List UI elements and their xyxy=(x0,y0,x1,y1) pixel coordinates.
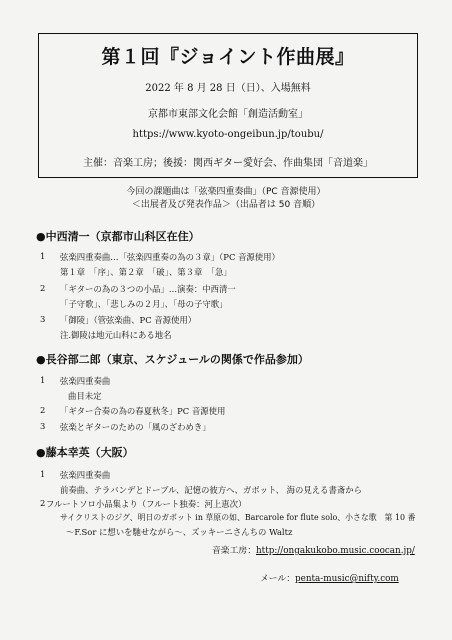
work-detail: 「子守歌」、「悲しみの２月」、「母の子守歌」 xyxy=(60,299,228,309)
website-label: 音楽工房： xyxy=(212,546,256,556)
work-title: 弦楽四重奏曲 xyxy=(60,470,111,480)
composer-3-name: ●藤本幸英（大阪） xyxy=(36,446,134,459)
event-header-box xyxy=(38,33,418,178)
work-detail: 前奏曲、テラバンデとドーブル、記憶の彼方へ、ガボット、 海の見える書斎から xyxy=(60,485,362,495)
work-number: 3 xyxy=(40,421,46,431)
event-title: 第１回『ジョイント作曲展』 xyxy=(101,46,355,68)
work-title: 弦楽とギターのための「風のざわめき」 xyxy=(60,422,211,432)
work-detail: 第１章 「序」、第２章 「破」、第３章 「急」 xyxy=(60,267,232,277)
work-number: 2 xyxy=(40,405,46,415)
website-link[interactable]: http://ongakukobo.music.coocan.jp/ xyxy=(256,546,415,556)
work-title: 「ギター合奏の為の春夏秋冬」PC 音源使用 xyxy=(60,406,226,416)
work-detail: 曲目未定 xyxy=(68,391,102,401)
composer-1-name: ●中西清一（京都市山科区在住） xyxy=(36,230,200,243)
event-organizers: 主催：音楽工房；後援：関西ギター愛好会、作曲集団「音道楽」 xyxy=(83,158,373,169)
work-detail: ～F.Sor に想いを馳せながら～、ズッキーニさんちの Waltz xyxy=(66,527,293,537)
work-title: 「御陵」（管弦楽曲、PC 音源使用） xyxy=(60,315,197,325)
work-detail: 注.御陵は地元山科にある地名 xyxy=(60,330,172,340)
work-number: 1 xyxy=(40,469,46,479)
work-number: 3 xyxy=(40,314,46,324)
work-title: フルートソロ小品集より（フルート独奏：河上恵次） xyxy=(46,499,247,509)
work-detail: サイクリストのジグ、明日のガボット in 草原の如、Barcarole for flute solo、小さな歌 第 10 番 xyxy=(60,513,416,522)
email-label: メール： xyxy=(260,574,296,584)
work-number: 1 xyxy=(40,375,46,385)
work-number: 2 xyxy=(40,283,46,293)
composer-2-name: ●長谷部二郎（東京、スケジュールの関係で作品参加） xyxy=(36,353,309,366)
participants-heading: ＜出展者及び発表作品＞（出品者は 50 音順） xyxy=(131,200,321,210)
website-contact xyxy=(212,543,415,556)
event-url[interactable]: https://www.kyoto-ongeibun.jp/toubu/ xyxy=(132,129,324,140)
work-title: 「ギターの為の３つの小品」…演奏：中西清一 xyxy=(60,284,236,294)
event-venue: 京都市東部文化会館「創造活動室」 xyxy=(148,109,308,120)
work-number: 1 xyxy=(40,251,46,261)
event-date: 2022 年 8 月 28 日（日）、入場無料 xyxy=(145,83,311,94)
assignment-note: 今回の課題曲は「弦楽四重奏曲」（PC 音源使用） xyxy=(126,187,326,197)
work-number: 2 xyxy=(40,498,46,508)
email-contact xyxy=(260,571,399,584)
email-link[interactable]: penta-music@nifty.com xyxy=(295,574,399,584)
work-title: 弦楽四重奏曲…「弦楽四重奏の為の３章」（PC 音源使用） xyxy=(60,252,280,262)
work-title: 弦楽四重奏曲 xyxy=(60,376,111,386)
